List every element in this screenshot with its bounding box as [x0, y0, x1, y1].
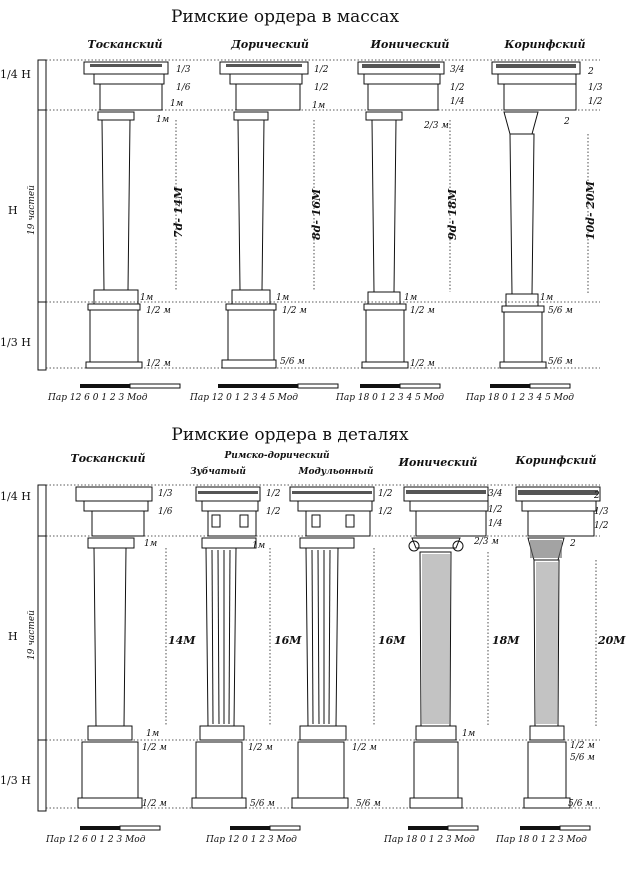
bottom-height-dentil: 16M: [274, 634, 302, 647]
top-name-doric: Дорический: [231, 38, 309, 51]
bottom-frac-d2: 1/2: [266, 507, 281, 517]
bottom-frac-d1: 1/2: [266, 489, 281, 499]
bottom-column-tuscan: [76, 487, 152, 808]
bottom-scale-tuscan: Пар 12 6 0 1 2 3 Мод: [46, 835, 146, 845]
top-height-ionic: 9d- 18M: [446, 188, 459, 240]
bottom-frac-i2: 1/2: [488, 505, 503, 515]
bottom-scale-doric: Пар 12 0 1 2 3 Мод: [206, 835, 297, 845]
top-frac-c2: 1/3: [588, 83, 603, 93]
top-frac-c3: 1/2: [588, 97, 603, 107]
top-label-h: Н: [8, 204, 18, 217]
top-column-doric: [220, 62, 308, 368]
top-frac-c1: 2: [588, 67, 594, 77]
top-height-corinthian: 10d- 20M: [584, 181, 597, 240]
bottom-mod-cor-56: 5/6 м: [570, 753, 595, 763]
bottom-mod-dentil-half: 1/2 м: [248, 743, 273, 753]
top-frac-d1: 1/2: [314, 65, 329, 75]
top-name-tuscan: Тосканский: [87, 38, 163, 51]
top-mod-doric-half: 1/2 м: [282, 306, 307, 316]
bottom-name-roman-doric: Римско-дорический: [224, 451, 330, 461]
bottom-mod-tuscan-1m: 1м: [144, 539, 158, 549]
bottom-name-ionic: Ионический: [398, 456, 478, 469]
bottom-mod-mod-56: 5/6 м: [356, 799, 381, 809]
bottom-mod-mod-half: 1/2 м: [352, 743, 377, 753]
top-mod-ionic-23: 2/3 м: [424, 121, 449, 131]
top-mod-doric-1m: 1м: [312, 101, 326, 111]
top-mod-tuscan-half: 1/2 м: [146, 306, 171, 316]
bottom-label-quarter: 1/4 Н: [0, 490, 31, 503]
top-height-doric: 8d- 16M: [310, 188, 323, 240]
bottom-height-ionic: 18M: [492, 634, 520, 647]
bottom-title: Римские ордера в деталях: [171, 425, 409, 445]
top-name-corinthian: Коринфский: [504, 38, 586, 51]
bottom-mod-ionic-base: 1м: [462, 729, 476, 739]
bottom-column-ionic: [404, 487, 488, 808]
top-frac-i3: 1/4: [450, 97, 465, 107]
top-scales: [80, 384, 570, 388]
top-height-tuscan: 7d- 14M: [172, 186, 185, 238]
top-mod-ionic-base: 1м: [404, 293, 418, 303]
top-scale-doric: Пар 12 0 1 2 3 4 5 Мод: [190, 393, 299, 403]
bottom-name-modillion: Модульонный: [298, 467, 374, 477]
bottom-name-corinthian: Коринфский: [515, 454, 597, 467]
top-scale-tuscan: Пар 12 6 0 1 2 3 Мод: [48, 393, 148, 403]
bottom-label-h: Н: [8, 630, 18, 643]
bottom-frac-i3: 1/4: [488, 519, 503, 529]
bottom-height-corinthian: 20M: [598, 634, 626, 647]
bottom-name-tuscan: Тосканский: [70, 452, 146, 465]
bottom-frac-c3: 1/2: [594, 521, 609, 531]
bottom-frac-t2: 1/6: [158, 507, 173, 517]
bottom-mod-cor-half: 1/2 м: [570, 741, 595, 751]
top-frac-c4: 2: [564, 117, 570, 127]
top-mod-doric-base: 1м: [276, 293, 290, 303]
top-frac-t1: 1/3: [176, 65, 191, 75]
bottom-scales: [80, 826, 590, 830]
bottom-mod-ionic-23: 2/3 м: [474, 537, 499, 547]
bottom-frac-t1: 1/3: [158, 489, 173, 499]
top-column-tuscan: [84, 62, 168, 368]
top-column-ionic: [358, 62, 444, 368]
top-frac-t2: 1/6: [176, 83, 191, 93]
bottom-column-doric-modillion: [290, 487, 374, 808]
top-title: Римские ордера в массах: [170, 7, 400, 27]
top-scale-corinthian: Пар 18 0 1 2 3 4 5 Мод: [466, 393, 575, 403]
top-mod-cor-base: 1м: [540, 293, 554, 303]
top-mod-cor-56: 5/6 м: [548, 306, 573, 316]
bottom-frac-c4: 2: [570, 539, 576, 549]
bottom-mod-dentil-56: 5/6 м: [250, 799, 275, 809]
bottom-label-third: 1/3 Н: [0, 774, 31, 787]
bottom-frac-m2: 1/2: [378, 507, 393, 517]
top-mod-doric-56: 5/6 м: [280, 357, 305, 367]
top-mod-tuscan-base: 1м: [140, 293, 154, 303]
top-mod-cor-56-b: 5/6 м: [548, 357, 573, 367]
bottom-mod-tuscan-half: 1/2 м: [142, 743, 167, 753]
top-mod-ionic-half-b: 1/2 м: [410, 359, 435, 369]
bottom-name-dentil: Зубчатый: [190, 467, 246, 477]
bottom-frac-c2: 1/3: [594, 507, 609, 517]
bottom-frac-c1: 2: [594, 491, 600, 501]
top-mod-tuscan-1m: 1м: [170, 99, 184, 109]
bottom-height-modillion: 16M: [378, 634, 406, 647]
bottom-height-tuscan: 14M: [168, 634, 196, 647]
top-frac-i1: 3/4: [450, 65, 465, 75]
bottom-scale-ionic: Пар 18 0 1 2 3 Мод: [384, 835, 475, 845]
bottom-frac-m1: 1/2: [378, 489, 393, 499]
bottom-column-doric-dentil: [192, 487, 260, 808]
bottom-mod-dentil-1m: 1м: [252, 541, 266, 551]
top-label-19parts: 19 частей: [27, 185, 37, 235]
top-scale-ionic: Пар 18 0 1 2 3 4 5 Мод: [336, 393, 445, 403]
top-ruler: [38, 60, 46, 370]
top-label-third: 1/3 Н: [0, 336, 31, 349]
top-name-ionic: Ионический: [370, 38, 450, 51]
bottom-mod-cor-56-b: 5/6 м: [568, 799, 593, 809]
bottom-label-19parts: 19 частей: [27, 610, 37, 660]
bottom-frac-i1: 3/4: [488, 489, 503, 499]
bottom-scale-corinthian: Пар 18 0 1 2 3 Мод: [496, 835, 587, 845]
top-mod-tuscan-1m-b: 1м: [156, 115, 170, 125]
bottom-mod-tuscan-half-b: 1/2 м: [142, 799, 167, 809]
bottom-ruler: [38, 485, 46, 811]
top-label-quarter: 1/4 Н: [0, 68, 31, 81]
top-mod-ionic-half: 1/2 м: [410, 306, 435, 316]
top-column-corinthian: [492, 62, 580, 368]
top-mod-tuscan-half-b: 1/2 м: [146, 359, 171, 369]
top-frac-d2: 1/2: [314, 83, 329, 93]
bottom-mod-tuscan-base: 1м: [146, 729, 160, 739]
top-frac-i2: 1/2: [450, 83, 465, 93]
